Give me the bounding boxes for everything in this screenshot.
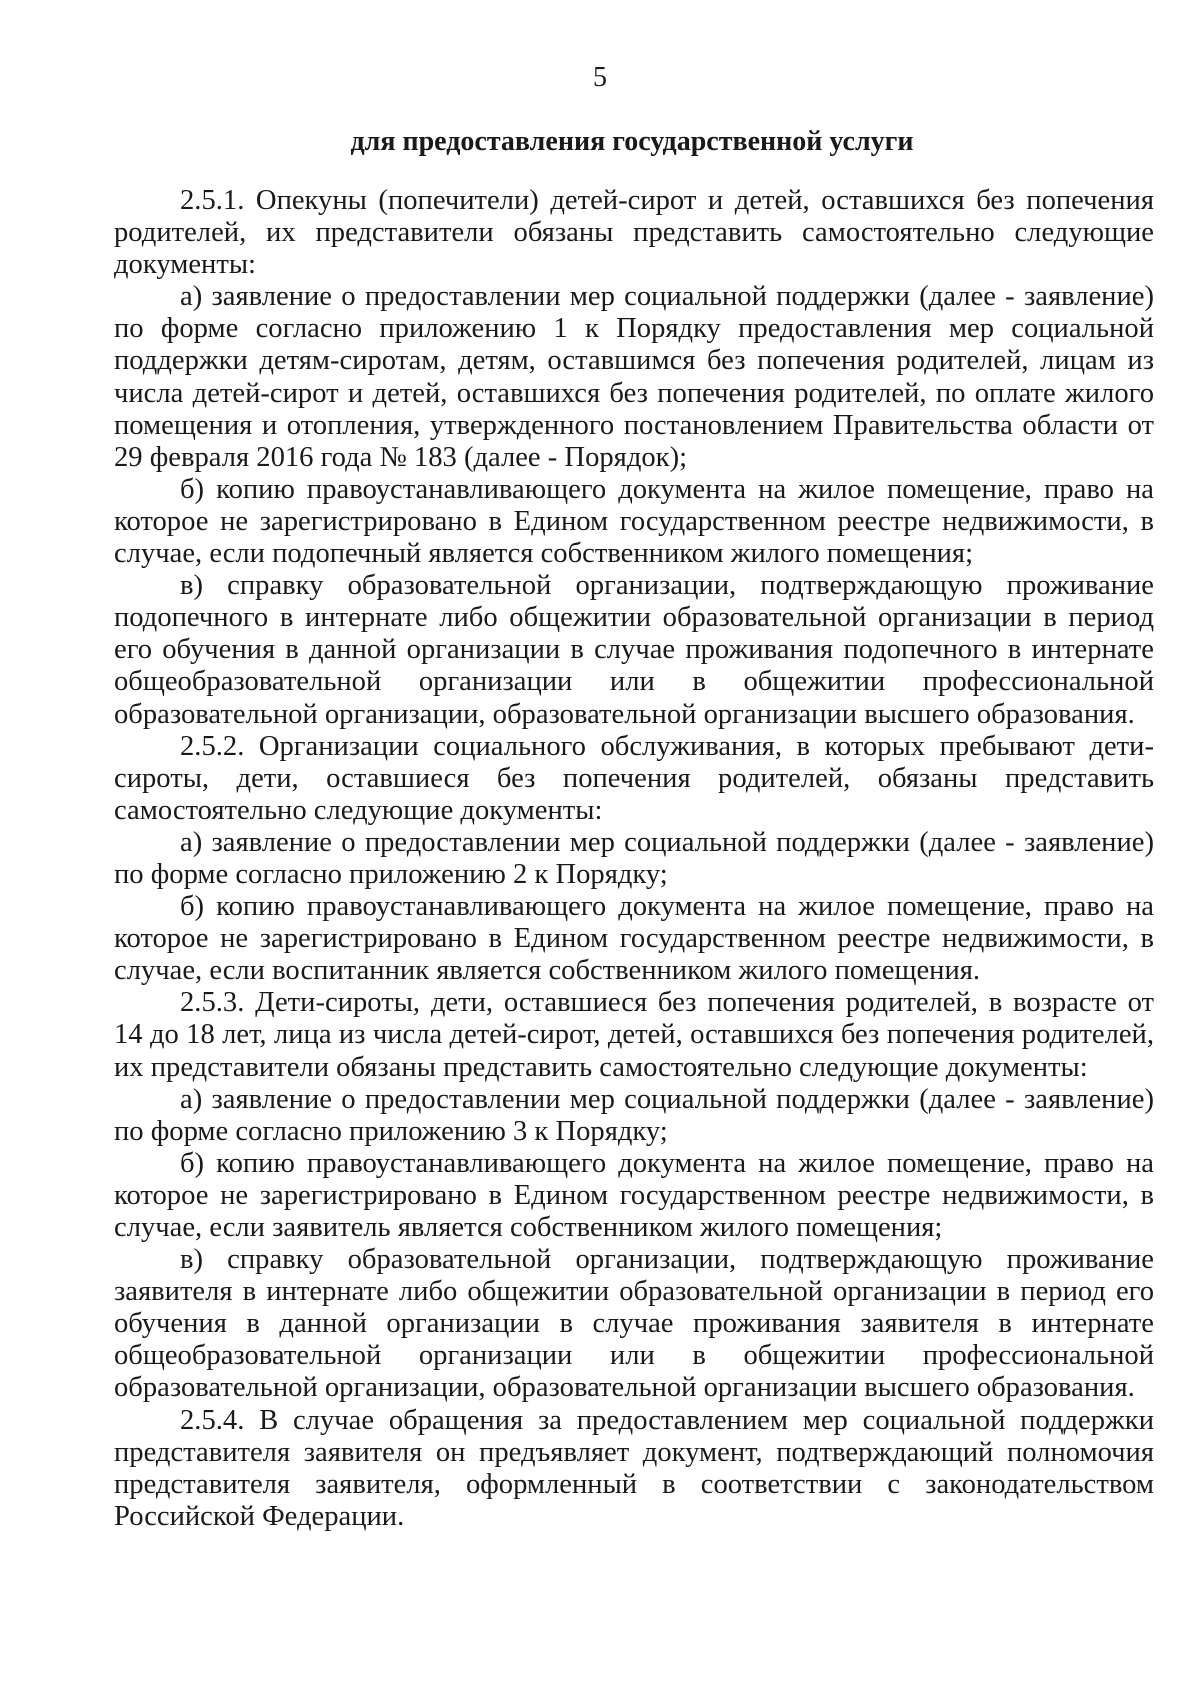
paragraph-2-5-3: 2.5.3. Дети-сироты, дети, оставшиеся без попечения родителей, в возрасте от 14 до 18 лет, лица из числа детей-сирот, детей, оставшихся без попечения родителей, их представители обязаны представить самостоятельно следующие документы: — [114, 987, 1154, 1083]
paragraph-2-5-1-a: а) заявление о предоставлении мер социальной поддержки (далее - заявление) по форме согласно приложению 1 к Порядку предоставления мер социальной поддержки детям-сиротам, детям, оставшимся без попечения родителей, лицам из числа детей-сирот и детей, оставшихся без попечения родителей, по оплате жилого помещения и отопления, утвержденного постановлением Правительства области от 29 февраля 2016 года № 183 (далее - Порядок); — [114, 281, 1154, 473]
paragraph-2-5-2: 2.5.2. Организации социального обслуживания, в которых пребывают дети-сироты, дети, оставшиеся без попечения родителей, обязаны представить самостоятельно следующие документы: — [114, 730, 1154, 826]
page-number: 5 — [593, 62, 607, 93]
paragraph-2-5-3-a: а) заявление о предоставлении мер социальной поддержки (далее - заявление) по форме согласно приложению 3 к Порядку; — [114, 1083, 1154, 1147]
paragraph-2-5-1-v: в) справку образовательной организации, подтверждающую проживание подопечного в интернате либо общежитии образовательной организации в период его обучения в данной организации в случае проживания подопечного в интернате общеобразовательной организации или в общежитии профессиональной образовательной организации, образовательной организации высшего образования. — [114, 570, 1154, 730]
paragraph-2-5-4: 2.5.4. В случае обращения за предоставлением мер социальной поддержки представителя заявителя он предъявляет документ, подтверждающий полномочия представителя заявителя, оформленный в соответствии с законодательством Российской Федерации. — [114, 1404, 1154, 1532]
paragraph-2-5-1-b: б) копию правоустанавливающего документа на жилое помещение, право на которое не зарегистрировано в Едином государственном реестре недвижимости, в случае, если подопечный является собственником жилого помещения; — [114, 473, 1154, 570]
paragraph-2-5-3-b: б) копию правоустанавливающего документа на жилое помещение, право на которое не зарегистрировано в Едином государственном реестре недвижимости, в случае, если заявитель является собственником жилого помещения; — [114, 1147, 1154, 1243]
document-body — [114, 185, 1154, 1533]
section-heading: для предоставления государственной услуги — [350, 126, 914, 157]
paragraph-2-5-3-v: в) справку образовательной организации, подтверждающую проживание заявителя в интернате либо общежитии образовательной организации в период его обучения в данной организации в случае проживания заявителя в интернате общеобразовательной организации или в общежитии профессиональной образовательной организации, образовательной организации высшего образования. — [114, 1244, 1154, 1404]
paragraph-2-5-2-b: б) копию правоустанавливающего документа на жилое помещение, право на которое не зарегистрировано в Едином государственном реестре недвижимости, в случае, если воспитанник является собственником жилого помещения. — [114, 891, 1154, 987]
paragraph-2-5-2-a: а) заявление о предоставлении мер социальной поддержки (далее - заявление) по форме согласно приложению 2 к Порядку; — [114, 826, 1154, 890]
paragraph-2-5-1: 2.5.1. Опекуны (попечители) детей-сирот и детей, оставшихся без попечения родителей, их представители обязаны представить самостоятельно следующие документы: — [114, 185, 1154, 281]
